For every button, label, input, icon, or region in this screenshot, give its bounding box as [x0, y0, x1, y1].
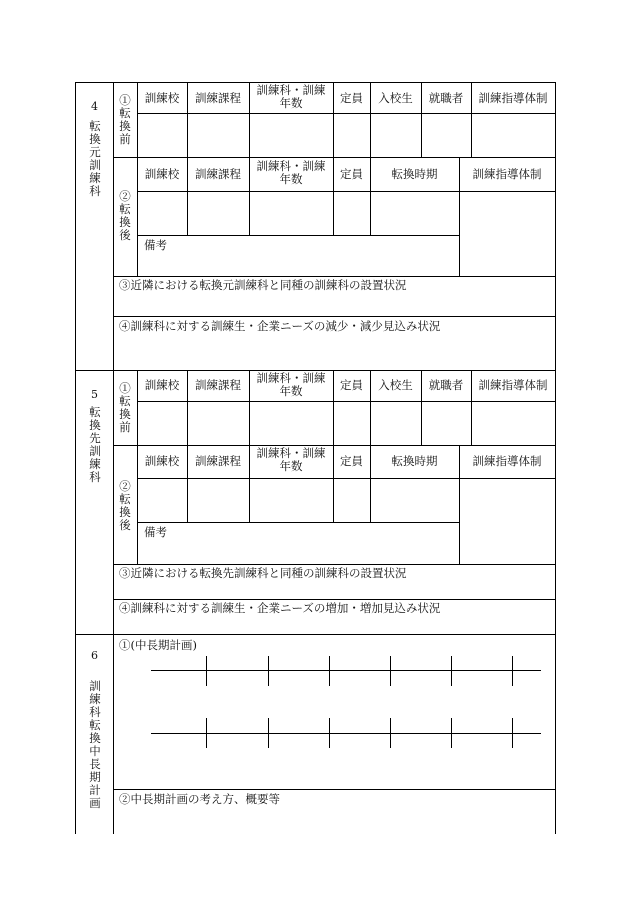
s5-a-h-course: 訓練課程 — [195, 454, 241, 468]
s5-before-label: ①転換前 — [119, 381, 131, 434]
s6-item1-bottom — [113, 789, 555, 790]
s5-before-header-bottom — [137, 401, 555, 402]
s4-a-h-school: 訓練校 — [144, 167, 180, 181]
label-column-divider — [113, 82, 114, 834]
s4-a-h-timing: 転換時期 — [391, 167, 438, 181]
s4-a-h-subject: 訓練科・訓練年数 — [256, 159, 326, 186]
section-6-title: 訓練科転換中長期計画 — [89, 679, 101, 810]
timeline-1-tick — [512, 656, 513, 686]
s4-item3: ③近隣における転換元訓練科と同種の訓練科の設置状況 — [119, 278, 407, 292]
s5-item3-bottom — [113, 599, 555, 600]
s4-a-col2 — [249, 157, 250, 235]
s5-a-h-timing: 転換時期 — [391, 454, 438, 468]
s4-after-row-bottom — [137, 235, 459, 236]
s5-after-row-bottom — [137, 522, 459, 523]
s5-before-bottom — [113, 445, 555, 446]
timeline-2 — [151, 733, 541, 734]
s5-b-h-course: 訓練課程 — [195, 378, 241, 392]
s4-b-col2 — [249, 82, 250, 157]
s4-b-h-instruction: 訓練指導体制 — [478, 91, 548, 105]
timeline-1-tick — [329, 656, 330, 686]
s5-a-h-subject: 訓練科・訓練年数 — [256, 446, 326, 473]
s5-b-h-employed: 就職者 — [428, 378, 464, 392]
s5-a-h-instruction: 訓練指導体制 — [472, 454, 542, 468]
s4-remarks-bottom — [113, 276, 555, 277]
s4-b-h-subject: 訓練科・訓練年数 — [256, 83, 326, 110]
s4-b-h-employed: 就職者 — [428, 91, 464, 105]
frame-right — [555, 82, 556, 834]
s5-a-h-capacity: 定員 — [340, 454, 363, 468]
s4-before-header-bottom — [137, 113, 555, 114]
s4-after-header-bottom — [137, 191, 555, 192]
s5-after-label: ②転換後 — [119, 479, 131, 532]
s4-a-h-instruction: 訓練指導体制 — [472, 167, 542, 181]
s4-b-h-enrolled: 入校生 — [378, 91, 413, 105]
timeline-1-tick — [451, 656, 452, 686]
timeline-1 — [151, 670, 541, 671]
frame-left — [75, 82, 76, 834]
timeline-2-tick — [512, 718, 513, 748]
s4-before-label: ①転換前 — [119, 93, 131, 146]
s5-b-h-enrolled: 入校生 — [378, 378, 413, 392]
s5-b-h-capacity: 定員 — [340, 378, 363, 392]
timeline-2-tick — [451, 718, 452, 748]
section-6-number: 6 — [91, 649, 98, 662]
timeline-2-tick — [268, 718, 269, 748]
s5-b-h-school: 訓練校 — [144, 378, 180, 392]
section-5-title: 転換先訓練科 — [89, 405, 101, 484]
s4-item3-bottom — [113, 316, 555, 317]
s4-after-label: ②転換後 — [119, 189, 131, 242]
s5-remarks-label: 備考 — [144, 525, 167, 539]
s5-b-h-instruction: 訓練指導体制 — [478, 378, 548, 392]
timeline-1-tick — [390, 656, 391, 686]
timeline-2-tick — [206, 718, 207, 748]
s5-item4: ④訓練科に対する訓練生・企業ニーズの増加・増加見込み状況 — [119, 601, 441, 615]
s6-item2: ②中長期計画の考え方、概要等 — [119, 792, 280, 806]
s5-after-header-bottom — [137, 478, 555, 479]
s5-b-col2 — [249, 370, 250, 445]
s4-b-h-school: 訓練校 — [144, 91, 180, 105]
s4-a-h-capacity: 定員 — [340, 167, 363, 181]
s5-a-col2 — [249, 445, 250, 522]
timeline-1-tick — [268, 656, 269, 686]
section-4-number: 4 — [91, 100, 98, 113]
section-4-title: 転換元訓練科 — [89, 119, 101, 198]
s5-remarks-bottom — [113, 564, 555, 565]
timeline-1-tick — [206, 656, 207, 686]
s6-item1: ①(中長期計画) — [119, 638, 197, 652]
s5-a-h-school: 訓練校 — [144, 454, 180, 468]
s4-item4: ④訓練科に対する訓練生・企業ニーズの減少・減少見込み状況 — [119, 319, 441, 333]
s5-item3: ③近隣における転換先訓練科と同種の訓練科の設置状況 — [119, 566, 407, 580]
s4-b-h-capacity: 定員 — [340, 91, 363, 105]
timeline-2-tick — [390, 718, 391, 748]
s4-remarks-label: 備考 — [144, 238, 167, 252]
s4-before-bottom — [113, 157, 555, 158]
timeline-2-tick — [329, 718, 330, 748]
s4-a-h-course: 訓練課程 — [195, 167, 241, 181]
s4-b-h-course: 訓練課程 — [195, 91, 241, 105]
section-divider-5-6 — [75, 634, 556, 635]
section-5-number: 5 — [91, 388, 98, 401]
s5-b-h-subject: 訓練科・訓練年数 — [256, 371, 326, 398]
